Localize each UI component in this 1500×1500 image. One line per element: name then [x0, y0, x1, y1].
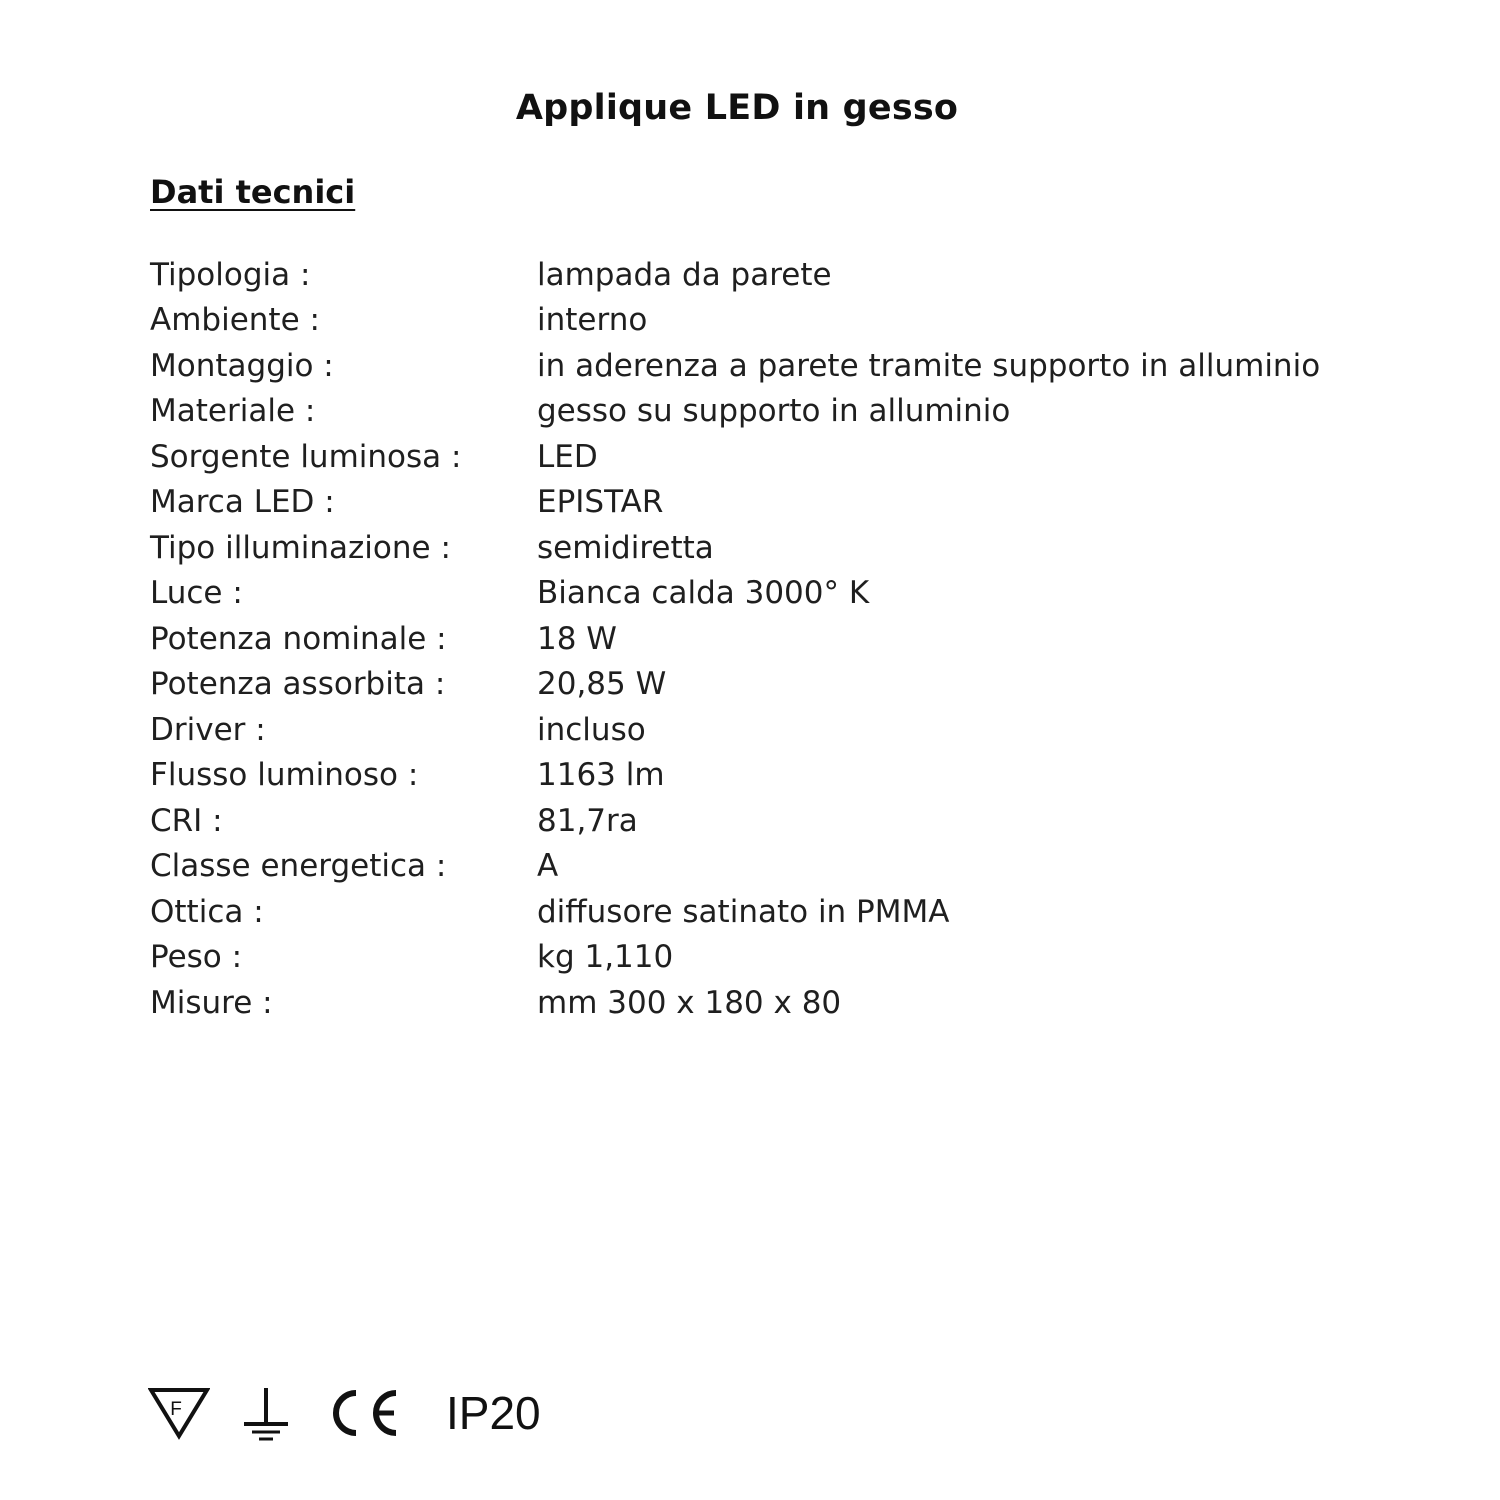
spec-row	[150, 480, 1470, 526]
spec-label: Materiale :	[150, 393, 316, 430]
spec-value: gesso su supporto in alluminio	[537, 393, 1011, 430]
f-mark-text: F	[170, 1399, 182, 1420]
spec-value: semidiretta	[537, 529, 714, 566]
spec-row	[150, 798, 1470, 844]
ce-mark-icon	[322, 1385, 402, 1441]
spec-label: Driver :	[150, 711, 266, 748]
ip-rating: IP20	[446, 1387, 541, 1439]
spec-row	[150, 935, 1470, 981]
spec-value: 20,85 W	[537, 666, 667, 703]
spec-value: 18 W	[537, 620, 617, 657]
spec-row	[150, 252, 1470, 298]
spec-value: diffusore satinato in PMMA	[537, 893, 950, 930]
spec-row	[150, 525, 1470, 571]
spec-label: Marca LED :	[150, 484, 335, 521]
spec-row	[150, 707, 1470, 753]
spec-row	[150, 616, 1470, 662]
spec-label: Misure :	[150, 984, 273, 1021]
spec-row	[150, 298, 1470, 344]
spec-value: lampada da parete	[537, 256, 832, 293]
spec-label: Potenza nominale :	[150, 620, 447, 657]
spec-label: Montaggio :	[150, 347, 334, 384]
spec-value: EPISTAR	[537, 484, 664, 521]
spec-list	[150, 252, 1470, 1026]
page-title: Applique LED in gesso	[515, 88, 959, 128]
spec-value: 1163 lm	[537, 757, 665, 794]
spec-value: incluso	[537, 711, 646, 748]
spec-row	[150, 571, 1470, 617]
spec-value: Bianca calda 3000° K	[537, 575, 870, 612]
spec-value: 81,7ra	[537, 802, 638, 839]
spec-value: LED	[537, 438, 598, 475]
spec-label: Luce :	[150, 575, 243, 612]
spec-row	[150, 889, 1470, 935]
f-mark-triangle-icon	[148, 1385, 210, 1441]
spec-row	[150, 389, 1470, 435]
spec-label: Peso :	[150, 939, 243, 976]
section-heading: Dati tecnici	[150, 173, 356, 211]
spec-value: kg 1,110	[537, 939, 674, 976]
spec-value: mm 300 x 180 x 80	[537, 984, 842, 1021]
spec-value: interno	[537, 302, 648, 339]
ground-icon	[240, 1384, 292, 1442]
spec-value: A	[537, 848, 559, 885]
spec-label: Classe energetica :	[150, 848, 447, 885]
spec-row	[150, 434, 1470, 480]
spec-label: CRI :	[150, 802, 223, 839]
spec-row	[150, 753, 1470, 799]
spec-label: Sorgente luminosa :	[150, 438, 462, 475]
spec-label: Potenza assorbita :	[150, 666, 446, 703]
spec-row	[150, 343, 1470, 389]
spec-label: Tipo illuminazione :	[150, 529, 451, 566]
spec-label: Ottica :	[150, 893, 264, 930]
spec-label: Ambiente :	[150, 302, 320, 339]
spec-row	[150, 662, 1470, 708]
spec-row	[150, 844, 1470, 890]
spec-value: in aderenza a parete tramite supporto in alluminio	[537, 347, 1321, 384]
spec-row	[150, 980, 1470, 1026]
spec-label: Flusso luminoso :	[150, 757, 419, 794]
spec-label: Tipologia :	[150, 256, 311, 293]
certification-marks	[148, 1382, 541, 1444]
